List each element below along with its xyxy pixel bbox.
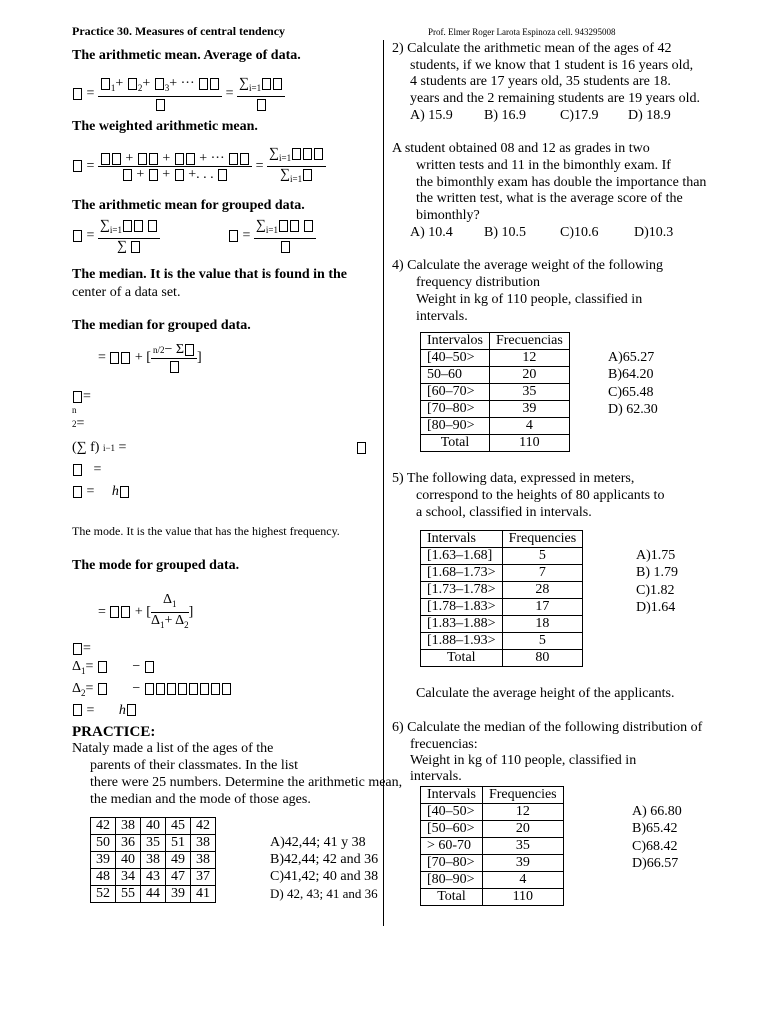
- q5-option-a: A)1.75: [636, 548, 676, 563]
- median-placeholder: [356, 440, 367, 456]
- table-row: [1.63–1.68] 5: [421, 548, 583, 565]
- table-total-row: Total 80: [421, 650, 583, 667]
- practice-line-4: the median and the mode of those ages.: [90, 792, 311, 807]
- practice-heading: PRACTICE:: [72, 724, 156, 740]
- practice-option-a: A)42,44; 41 y 38: [270, 835, 366, 850]
- weighted-mean-heading: The weighted arithmetic mean.: [72, 119, 258, 134]
- q3-line-2: written tests and 11 in the bimonthly exam. If: [416, 158, 671, 173]
- mode-grouped-formula: = + [ $\frac{\Delta_1}{\Delta_1+ \Delta_2}$ ]: [98, 592, 194, 630]
- q2-option-c: C)17.9: [560, 108, 599, 123]
- table-row: [1.78–1.83> 17: [421, 599, 583, 616]
- q5-line-1: 5) The following data, expressed in meters,: [392, 471, 635, 486]
- table-row: [1.68–1.73> 7: [421, 565, 583, 582]
- q5-question: Calculate the average height of the applicants.: [416, 686, 675, 701]
- q6-option-d: D)66.57: [632, 856, 679, 871]
- practice-option-b: B)42,44; 42 and 36: [270, 852, 379, 867]
- q3-option-b: B) 10.5: [484, 225, 526, 240]
- q2-line-2: students, if we know that 1 student is 16 years old,: [410, 58, 694, 73]
- arith-mean-heading: The arithmetic mean. Average of data.: [72, 48, 301, 63]
- median-var-line: =: [72, 462, 101, 478]
- q6-line-3: Weight in kg of 110 people, classified in: [410, 753, 637, 768]
- q5-line-3: a school, classified in intervals.: [416, 505, 592, 520]
- table-row: [50–60> 20: [421, 821, 564, 838]
- table-row: [80–90> 4: [421, 872, 564, 889]
- q2-line-1: 2) Calculate the arithmetic mean of the ages of 42: [392, 41, 672, 56]
- table-row: [40–50> 12: [421, 350, 570, 367]
- mode-variable-list: = $\Delta_1=$ − $\Delta_2=$ − = h: [72, 640, 232, 720]
- q5-option-b: B) 1.79: [636, 565, 678, 580]
- practice-line-3: there were 25 numbers. Determine the arithmetic mean,: [90, 775, 403, 790]
- table-header-row: Intervalos Frecuencias: [421, 333, 570, 350]
- q3-line-4: the written test, what is the average score of the: [416, 191, 683, 206]
- mode-text: The mode. It is the value that has the highest frequency.: [72, 524, 340, 538]
- table-row: 48 34 43 47 37: [91, 869, 216, 886]
- mode-grouped-heading: The mode for grouped data.: [72, 558, 240, 573]
- median-sum-line: (∑ f) i−1 =: [72, 440, 127, 455]
- q4-line-3: Weight in kg of 110 people, classified in: [416, 292, 643, 307]
- median-heading: The median. It is the value that is found in the: [72, 267, 347, 282]
- table-row: [1.73–1.78> 28: [421, 582, 583, 599]
- q6-option-b: B)65.42: [632, 821, 678, 836]
- q5-option-d: D)1.64: [636, 600, 676, 615]
- median-width-line: = h: [72, 484, 130, 500]
- q3-option-c: C)10.6: [560, 225, 599, 240]
- q4-option-c: C)65.48: [608, 385, 654, 400]
- q3-option-a: A) 10.4: [410, 225, 453, 240]
- table-row: [40–50> 12: [421, 804, 564, 821]
- q2-option-a: A) 15.9: [410, 108, 453, 123]
- ages-table: [90, 817, 216, 903]
- q2-line-3: 4 students are 17 years old, 35 students are 18.: [410, 74, 671, 89]
- table-row: [70–80> 39: [421, 401, 570, 418]
- table-row: 50–60 20: [421, 367, 570, 384]
- q6-line-2: frecuencias:: [410, 737, 478, 752]
- table-row: 39 40 38 49 38: [91, 852, 216, 869]
- q4-line-1: 4) Calculate the average weight of the following: [392, 258, 663, 273]
- median-grouped-heading: The median for grouped data.: [72, 318, 251, 333]
- grouped-mean-formula-1: = $\frac{\sum_{i=1}}{\sum}$: [72, 218, 160, 254]
- table-row: [70–80> 39: [421, 855, 564, 872]
- arith-mean-formula: = $_1$+ $_2$+ $_3$+ ··· = $\sum_{i=1}$: [72, 76, 285, 112]
- practice-option-c: C)41,42; 40 and 38: [270, 869, 379, 884]
- q6-table: [420, 786, 564, 906]
- q2-option-b: B) 16.9: [484, 108, 526, 123]
- weighted-mean-formula: = $\frac{+ + + \cdot\cdot\cdot}{+ + +. . .}$ = $\frac{\sum_{i=1}}{\sum_{i=1}}$: [72, 146, 326, 187]
- table-total-row: Total 110: [421, 435, 570, 452]
- grouped-mean-heading: The arithmetic mean for grouped data.: [72, 198, 305, 213]
- q2-line-4: years and the 2 remaining students are 19 years old.: [410, 91, 701, 106]
- table-row: [1.83–1.88> 18: [421, 616, 583, 633]
- table-row: 42 38 40 45 42: [91, 818, 216, 835]
- q4-table: [420, 332, 570, 452]
- table-row: 52 55 44 39 41: [91, 886, 216, 903]
- q6-line-1: 6) Calculate the median of the following distribution of: [392, 720, 703, 735]
- practice-option-d: D) 42, 43; 41 and 36: [270, 886, 378, 901]
- practice-line-1: Nataly made a list of the ages of the: [72, 741, 274, 756]
- q5-table: [420, 530, 583, 667]
- q3-line-5: bimonthly?: [416, 208, 480, 223]
- table-row: [1.88–1.93> 5: [421, 633, 583, 650]
- table-header-row: Intervals Frequencies: [421, 531, 583, 548]
- q2-option-d: D) 18.9: [628, 108, 671, 123]
- q4-line-2: frequency distribution: [416, 275, 541, 290]
- q5-option-c: C)1.82: [636, 583, 675, 598]
- q6-line-4: intervals.: [410, 769, 462, 784]
- table-row: > 60-70 35: [421, 838, 564, 855]
- table-row: [60–70> 35: [421, 384, 570, 401]
- q6-option-c: C)68.42: [632, 839, 678, 854]
- table-total-row: Total 110: [421, 889, 564, 906]
- grouped-mean-formula-2: = $\sum_{i=1}$: [228, 218, 316, 254]
- median-grouped-formula: = + [ n/2− Σ ]: [98, 342, 202, 374]
- q3-line-3: the bimonthly exam has double the importance than: [416, 175, 707, 190]
- author-credit: Prof. Elmer Roger Larota Espinoza cell. 943295008: [428, 27, 616, 37]
- q3-line-1: A student obtained 08 and 12 as grades in two: [392, 141, 650, 156]
- page-title: Practice 30. Measures of central tendency: [72, 24, 286, 38]
- q4-option-b: B)64.20: [608, 367, 654, 382]
- q6-option-a: A) 66.80: [632, 804, 682, 819]
- practice-line-2: parents of their classmates. In the list: [90, 758, 298, 773]
- table-header-row: Intervals Frequencies: [421, 787, 564, 804]
- q3-option-d: D)10.3: [634, 225, 674, 240]
- q5-line-2: correspond to the heights of 80 applicants to: [416, 488, 665, 503]
- column-divider: [383, 40, 384, 926]
- median-heading-cont: center of a data set.: [72, 285, 181, 300]
- q4-line-4: intervals.: [416, 309, 468, 324]
- q4-option-a: A)65.27: [608, 350, 655, 365]
- table-row: [80–90> 4: [421, 418, 570, 435]
- median-variable-list: = n 2=: [72, 389, 91, 431]
- table-row: 50 36 35 51 38: [91, 835, 216, 852]
- q4-option-d: D) 62.30: [608, 402, 658, 417]
